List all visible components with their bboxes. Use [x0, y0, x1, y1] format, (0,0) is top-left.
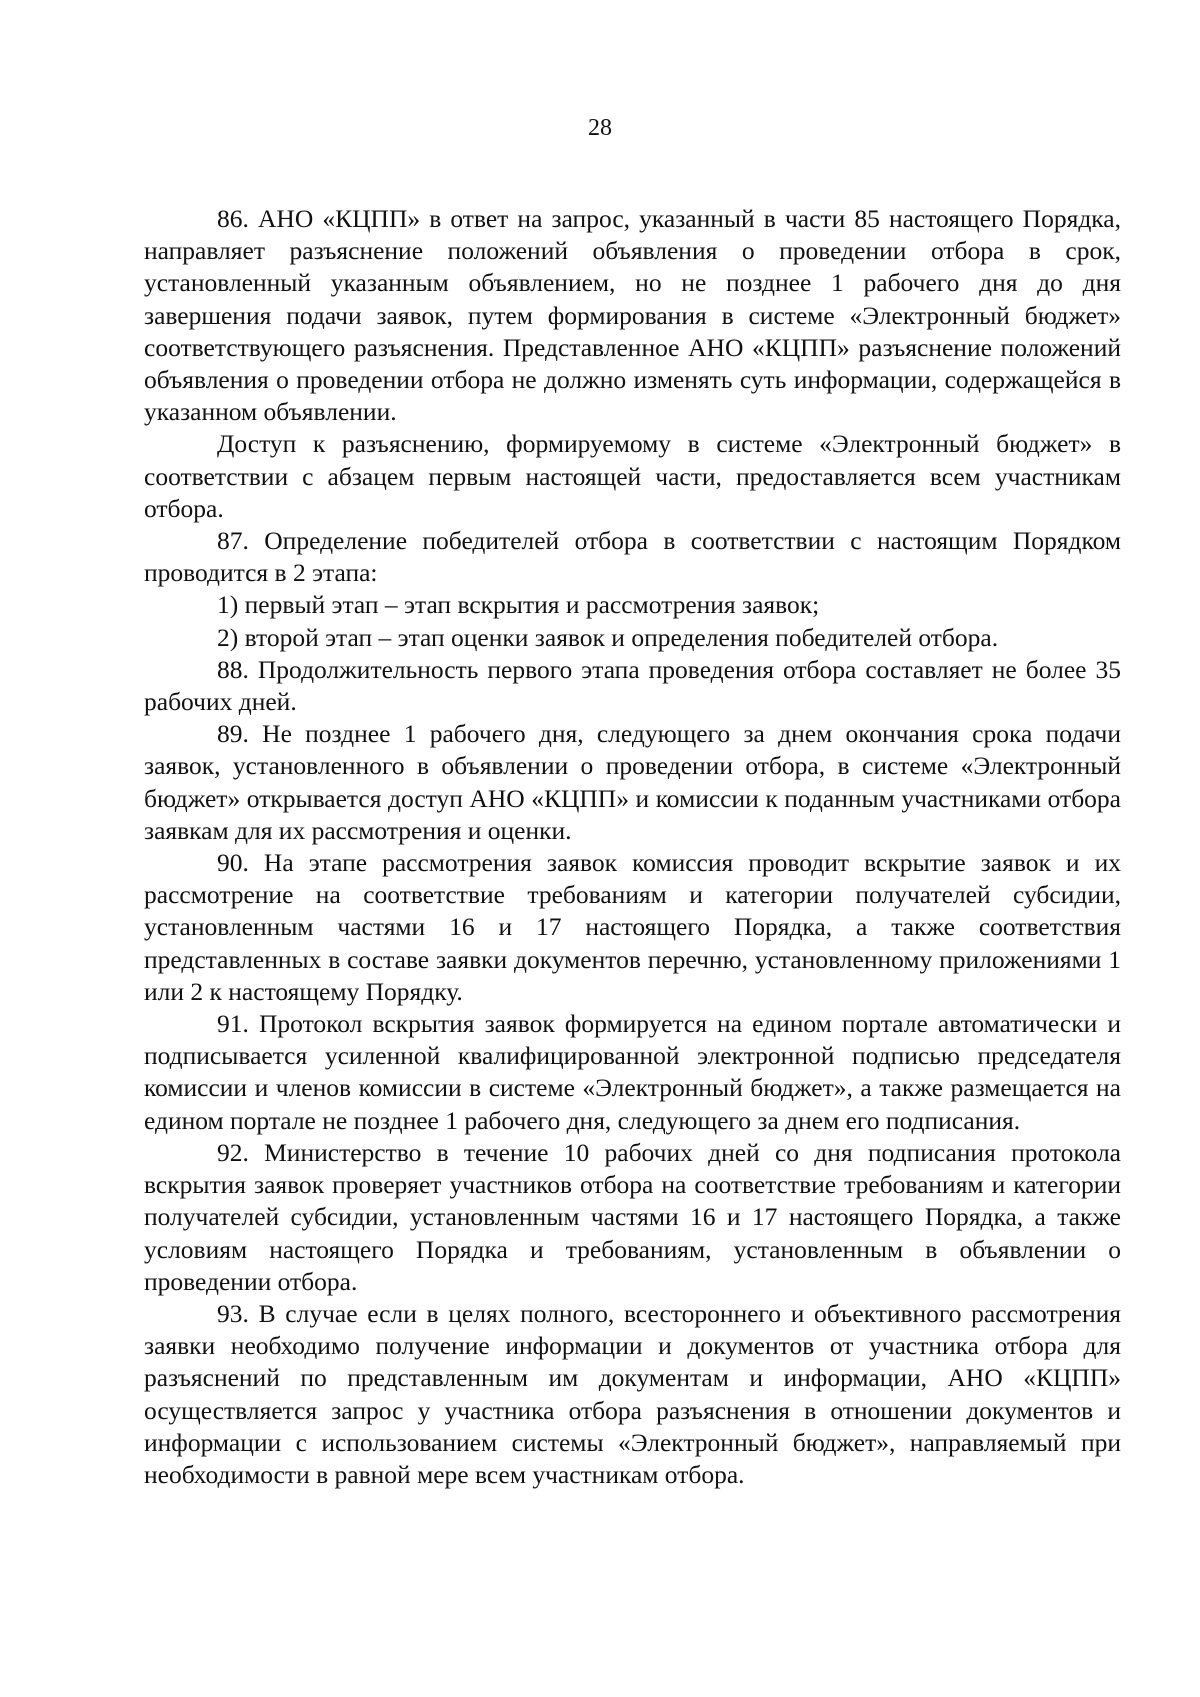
- paragraph-88: 88. Продолжительность первого этапа проведения отбора составляет не более 35 рабочих дней.: [144, 654, 1121, 717]
- list-item-stage-1: 1) первый этап – этап вскрытия и рассмотрения заявок;: [217, 590, 820, 620]
- list-item-stage-2: 2) второй этап – этап оценки заявок и определения победителей отбора.: [217, 622, 999, 652]
- paragraph-86-access: Доступ к разъяснению, формируемому в системе «Электронный бюджет» в соответствии с абзацем первым настоящей части, предоставляется всем участникам отбора.: [144, 429, 1121, 523]
- paragraph-87: 87. Определение победителей отбора в соответствии с настоящим Порядком проводится в 2 этапа:: [144, 526, 1121, 588]
- page-number: 28: [588, 115, 612, 141]
- document-body: [144, 203, 1121, 1491]
- paragraph-91: 91. Протокол вскрытия заявок формируется на едином портале автоматически и подписывается усиленной квалифицированной электронной подписью председателя комиссии и членов комиссии в системе «Электронный бюджет», а также размещается на едином портале не позднее 1 рабочего дня, следующего за днем его подписания.: [144, 1009, 1121, 1135]
- paragraph-86: 86. АНО «КЦПП» в ответ на запрос, указанный в части 85 настоящего Порядка, направляет разъяснение положений объявления о проведении отбора в срок, установленный указанным объявлением, но не позднее 1 рабочего дня до дня завершения подачи заявок, путем формирования в системе «Электронный бюджет» соответствующего разъяснения. Представленное АНО «КЦПП» разъяснение положений объявления о проведении отбора не должно изменять суть информации, содержащейся в указанном объявлении.: [144, 204, 1121, 427]
- paragraph-90: 90. На этапе рассмотрения заявок комиссия проводит вскрытие заявок и их рассмотрение на соответствие требованиям и категории получателей субсидии, установленным частями 16 и 17 настоящего Порядка, а также соответствия представленных в составе заявки документов перечню, установленному приложениями 1 или 2 к настоящему Порядку.: [144, 848, 1121, 1006]
- paragraph-93: 93. В случае если в целях полного, всестороннего и объективного рассмотрения заявки необходимо получение информации и документов от участника отбора для разъяснений по представленным им документам и информации, АНО «КЦПП» осуществляется запрос у участника отбора разъяснения в отношении документов и информации с использованием системы «Электронный бюджет», направляемый при необходимости в равной мере всем участникам отбора.: [144, 1298, 1121, 1489]
- paragraph-92: 92. Министерство в течение 10 рабочих дней со дня подписания протокола вскрытия заявок проверяет участников отбора на соответствие требованиям и категории получателей субсидии, установленным частями 16 и 17 настоящего Порядка, а также условиям настоящего Порядка и требованиям, установленным в объявлении о проведении отбора.: [144, 1137, 1121, 1296]
- paragraph-89: 89. Не позднее 1 рабочего дня, следующего за днем окончания срока подачи заявок, установленного в объявлении о проведении отбора, в системе «Электронный бюджет» открывается доступ АНО «КЦПП» и комиссии к поданным участниками отбора заявкам для их рассмотрения и оценки.: [144, 719, 1121, 845]
